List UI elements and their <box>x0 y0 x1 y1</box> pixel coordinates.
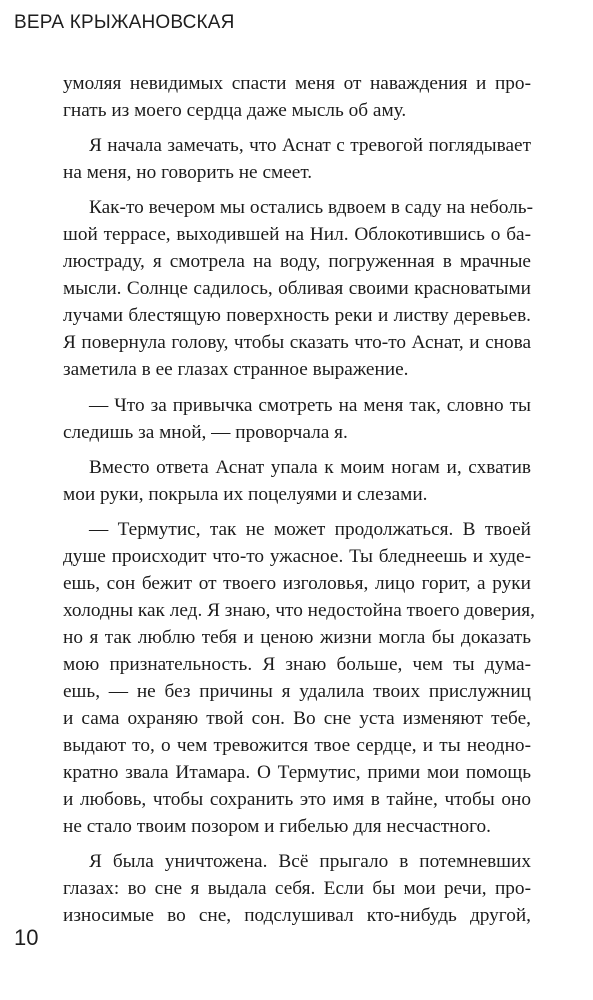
body-text <box>63 70 535 929</box>
text-line: кратно звала Итамара. О Термутис, прими мои помощь <box>63 762 531 784</box>
text-line: следишь за мной, — проворчала я. <box>63 421 348 443</box>
text-line: — Термутис, так не может продолжаться. В твоей <box>89 518 531 540</box>
text-line: на меня, но говорить не смеет. <box>63 162 313 184</box>
text-line: Я была уничтожена. Всё прыгало в потемневших <box>89 851 531 873</box>
text-line: и любовь, чтобы сохранить это имя в тайне, чтобы оно <box>63 789 531 811</box>
text-line: и сама охраняю твой сон. Во сне уста изменяют тебе, <box>63 708 531 730</box>
text-line: гнать из моего сердца даже мысль об аму. <box>63 100 407 122</box>
text-line: но я так люблю тебя и ценою жизни могла бы доказать <box>63 626 531 648</box>
paragraph <box>63 132 531 186</box>
paragraph-gap <box>63 508 531 516</box>
text-line: мою признательность. Я знаю больше, чем ты дума- <box>63 653 531 675</box>
text-line: ешь, сон бежит от твоего изголовья, лицо горит, а руки <box>63 572 531 594</box>
text-line: износимые во сне, подслушивал кто-нибудь другой, <box>63 905 531 927</box>
paragraph <box>63 516 535 841</box>
text-line: — Что за привычка смотреть на меня так, словно ты <box>89 394 531 416</box>
text-line: глазах: во сне я выдала себя. Если бы мои речи, про- <box>63 878 531 900</box>
text-line: лучами блестящую поверхность реки и листву деревьев. <box>63 305 531 327</box>
paragraph-gap <box>63 840 531 848</box>
text-line: душе происходит что-то ужасное. Ты бледнеешь и худе- <box>63 545 531 567</box>
text-line: заметила в ее глазах странное выражение. <box>63 359 409 381</box>
text-line: не стало твоим позором и гибелью для несчастного. <box>63 816 492 838</box>
text-line: люстраду, я смотрела на воду, погруженная в мрачные <box>63 251 531 273</box>
paragraph-gap <box>63 186 531 194</box>
text-line: Я начала замечать, что Аснат с тревогой поглядывает <box>89 135 531 157</box>
running-head: ВЕРА КРЫЖАНОВСКАЯ <box>14 12 235 33</box>
text-line: холодны как лед. Я знаю, что недостойна твоего доверия, <box>63 599 535 621</box>
text-line: мысли. Солнце садилось, обливая своими красноватыми <box>63 278 531 300</box>
paragraph <box>63 392 531 446</box>
text-line: шой террасе, выходившей на Нил. Облокотившись о ба- <box>63 224 531 246</box>
paragraph-gap <box>63 446 531 454</box>
paragraph <box>63 70 531 124</box>
paragraph <box>63 848 531 929</box>
text-line: Вместо ответа Аснат упала к моим ногам и, схватив <box>89 456 531 478</box>
text-line: мои руки, покрыла их поцелуями и слезами. <box>63 483 428 505</box>
text-line: Как-то вечером мы остались вдвоем в саду на неболь- <box>89 197 534 219</box>
paragraph <box>63 194 534 383</box>
text-line: Я повернула голову, чтобы сказать что-то Аснат, и снова <box>63 332 531 354</box>
paragraph-gap <box>63 384 531 392</box>
paragraph <box>63 454 531 508</box>
paragraph-gap <box>63 124 531 132</box>
page-number: 10 <box>14 925 39 950</box>
text-line: ешь, — не без причины я удалила твоих прислужниц <box>63 680 531 702</box>
text-line: умоляя невидимых спасти меня от наваждения и про- <box>63 73 531 94</box>
text-line: выдают то, о чем тревожится твое сердце, и ты неодно- <box>63 735 531 757</box>
